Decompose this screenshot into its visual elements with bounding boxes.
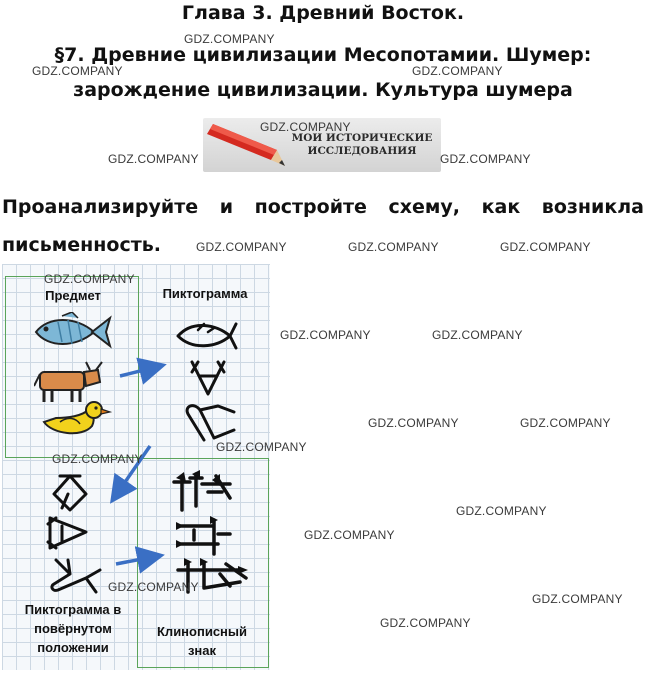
- writing-scheme: [2, 264, 270, 670]
- label-cuneiform: Клинописный знак: [157, 624, 247, 658]
- watermark: GDZ.COMPANY: [368, 416, 459, 430]
- watermark: GDZ.COMPANY: [280, 328, 371, 342]
- label-pictogram: Пиктограмма: [162, 286, 248, 301]
- watermark: GDZ.COMPANY: [348, 240, 439, 254]
- watermark: GDZ.COMPANY: [520, 416, 611, 430]
- watermark: GDZ.COMPANY: [32, 64, 123, 78]
- watermark: GDZ.COMPANY: [532, 592, 623, 606]
- watermark: GDZ.COMPANY: [260, 120, 351, 134]
- watermark: GDZ.COMPANY: [108, 152, 199, 166]
- watermark: GDZ.COMPANY: [216, 440, 307, 454]
- section-title-line1: §7. Древние цивилизации Месопотамии. Шумер:: [54, 44, 592, 66]
- watermark: GDZ.COMPANY: [184, 32, 275, 46]
- task-text: Проанализируйте и постройте схему, как возникла письменность.: [2, 196, 644, 256]
- watermark: GDZ.COMPANY: [432, 328, 523, 342]
- label-object: Предмет: [45, 288, 101, 303]
- watermark: GDZ.COMPANY: [456, 504, 547, 518]
- chapter-title: Глава 3. Древний Восток.: [181, 2, 465, 24]
- watermark: GDZ.COMPANY: [108, 580, 199, 594]
- section-title-line2: зарождение цивилизации. Культура шумера: [73, 79, 573, 101]
- label-rotated: Пиктограмма в повёрнутом положении: [24, 602, 122, 655]
- watermark: GDZ.COMPANY: [500, 240, 591, 254]
- arrow-rotated-to-cuneiform: [116, 556, 158, 564]
- watermark: GDZ.COMPANY: [52, 452, 143, 466]
- watermark: GDZ.COMPANY: [196, 240, 287, 254]
- watermark: GDZ.COMPANY: [380, 616, 471, 630]
- watermark: GDZ.COMPANY: [304, 528, 395, 542]
- banner-text: МОИ ИСТОРИЧЕСКИЕ ИССЛЕДОВАНИЯ: [291, 132, 433, 157]
- arrow-object-to-pictogram: [120, 366, 160, 376]
- watermark: GDZ.COMPANY: [412, 64, 503, 78]
- watermark: GDZ.COMPANY: [440, 152, 531, 166]
- watermark: GDZ.COMPANY: [44, 272, 135, 286]
- scheme-arrows: [2, 264, 270, 670]
